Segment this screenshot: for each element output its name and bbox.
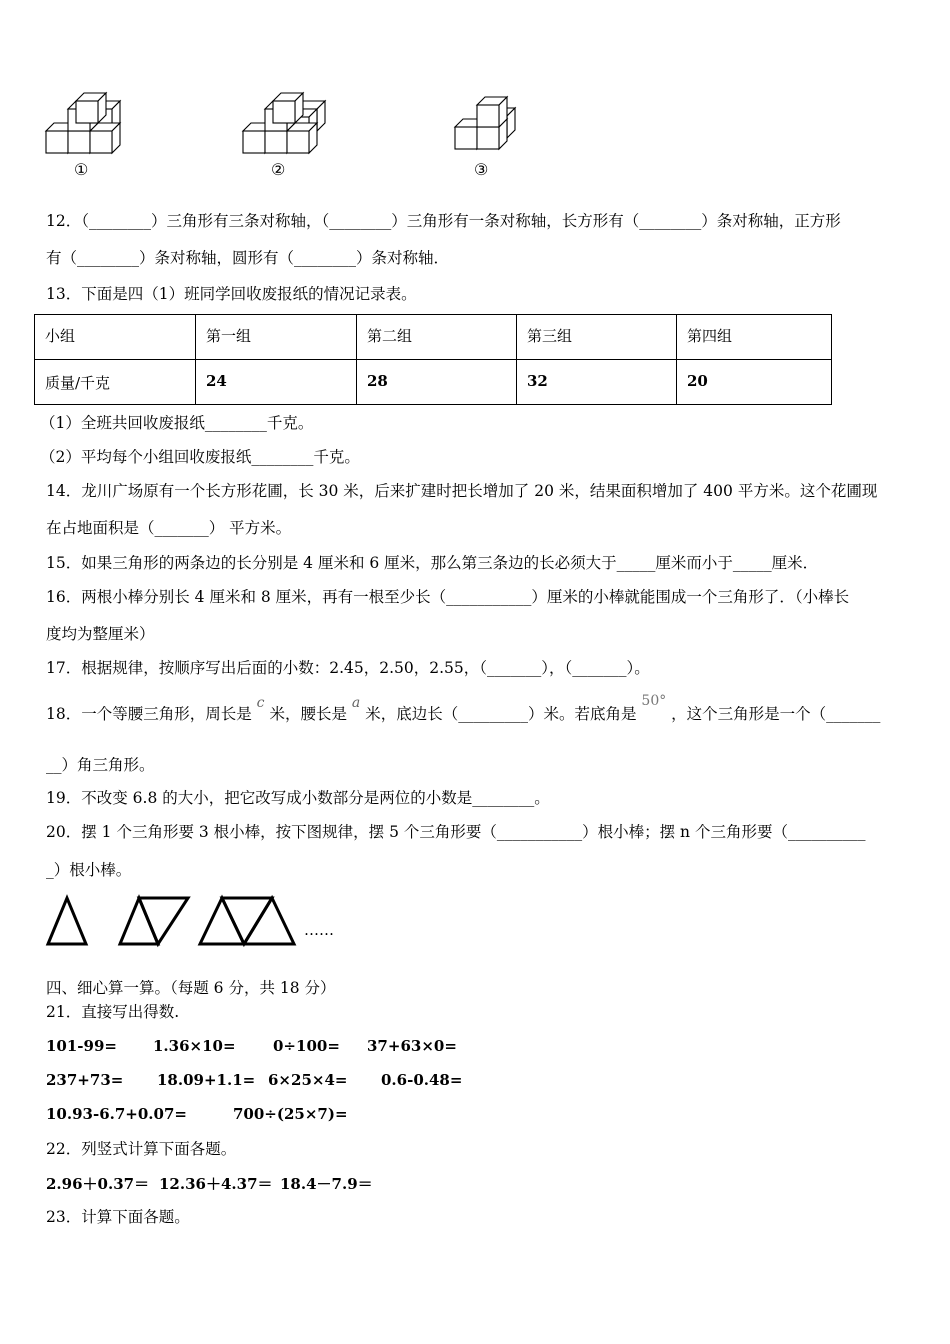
calc-item: 37+63×0= (367, 1037, 457, 1055)
calc-item: 1.36×10= (153, 1037, 236, 1055)
question-22-title: 22．列竖式计算下面各题。 (46, 1140, 237, 1158)
calc-item: 6×25×4= (268, 1071, 348, 1089)
variable-a: a (351, 695, 361, 711)
question-13-sub-1: （1）全班共回收废报纸________千克。 (40, 414, 314, 432)
figure-label-2: ② (271, 160, 286, 179)
question-20-line-1: 20．摆 1 个三角形要 3 根小棒，按下图规律，摆 5 个三角形要（___________）根小棒；摆 n 个三角形要（__________ (46, 823, 866, 841)
question-14-line-2: 在占地面积是（_______） 平方米。 (46, 519, 292, 537)
question-12-line-1: 12．（________）三角形有三条对称轴，（________）三角形有一条对称轴，长方形有（________）条对称轴，正方形 (46, 212, 841, 230)
question-15: 15．如果三角形的两条边的长分别是 4 厘米和 6 厘米，那么第三条边的长必须大于_____厘米而小于_____厘米． (46, 554, 819, 572)
cube-figure-3 (455, 97, 515, 149)
vertical-calc-item: 12.36＋4.37＝ (159, 1175, 273, 1193)
table-header-cell: 第三组 (527, 327, 573, 345)
calc-item: 0÷100= (273, 1037, 340, 1055)
question-16-line-1: 16．两根小棒分别长 4 厘米和 8 厘米，再有一根至少长（___________）厘米的小棒就能围成一个三角形了．（小棒长 (46, 588, 850, 606)
question-18-line-1 (46, 693, 881, 725)
table-header-cell: 第二组 (367, 327, 413, 345)
triangle-3 (200, 898, 294, 944)
vertical-calc-item: 18.4－7.9＝ (280, 1175, 373, 1193)
triangle-pattern-figure (40, 890, 310, 950)
question-13-title: 13．下面是四（1）班同学回收废报纸的情况记录表。 (46, 285, 417, 303)
angle-value: 50° (641, 693, 667, 709)
table-cell: 32 (527, 372, 548, 390)
cube-figure-1 (46, 93, 120, 153)
figure-label-3: ③ (474, 160, 489, 179)
recycling-table (34, 314, 832, 405)
calc-item: 700÷(25×7)= (233, 1105, 348, 1123)
question-12-line-2: 有（________）条对称轴，圆形有（________）条对称轴． (46, 249, 450, 267)
table-header-cell: 第四组 (687, 327, 733, 345)
table-cell: 20 (687, 372, 708, 390)
cube-figure-2 (243, 93, 325, 153)
calc-item: 18.09+1.1= (157, 1071, 256, 1089)
question-20-line-2: _）根小棒。 (46, 861, 132, 879)
cube-figures (0, 90, 600, 165)
question-18-part-2: 米，腰长是 (269, 705, 347, 723)
variable-c: c (256, 695, 265, 711)
section-4-heading: 四、细心算一算。（每题 6 分，共 18 分） (46, 979, 336, 997)
question-18-part-1: 18．一个等腰三角形，周长是 (46, 705, 252, 723)
table-cell: 24 (206, 372, 227, 390)
vertical-calc-item: 2.96＋0.37＝ (46, 1175, 150, 1193)
calc-item: 0.6-0.48= (381, 1071, 463, 1089)
question-13-sub-2: （2）平均每个小组回收废报纸________千克。 (40, 448, 360, 466)
question-17: 17．根据规律，按顺序写出后面的小数：2.45，2.50，2.55，（_______），（_______）。 (46, 659, 650, 677)
question-16-line-2: 度均为整厘米） (46, 625, 155, 643)
table-cell: 28 (367, 372, 388, 390)
question-14-line-1: 14．龙川广场原有一个长方形花圃，长 30 米，后来扩建时把长增加了 20 米，结果面积增加了 400 平方米。这个花圃现 (46, 482, 878, 500)
table-header-cell: 第一组 (206, 327, 252, 345)
figure-label-1: ① (74, 160, 89, 179)
question-21-title: 21．直接写出得数. (46, 1003, 180, 1021)
triangle-1 (48, 898, 86, 944)
table-header-cell: 小组 (45, 327, 76, 345)
question-18-part-3: 米，底边长（_________）米。若底角是 (365, 705, 637, 723)
calc-item: 10.93-6.7+0.07= (46, 1105, 187, 1123)
table-row-label: 质量/千克 (45, 374, 111, 392)
triangle-2 (120, 898, 188, 944)
question-19: 19．不改变 6.8 的大小，把它改写成小数部分是两位的小数是________。 (46, 789, 550, 807)
table-row (35, 360, 832, 405)
question-18-part-4: ，这个三角形是一个（_______ (671, 705, 881, 723)
calc-item: 101-99= (46, 1037, 117, 1055)
table-header-row (35, 315, 832, 360)
question-23-title: 23．计算下面各题。 (46, 1208, 190, 1226)
calc-item: 237+73= (46, 1071, 124, 1089)
ellipsis: …… (304, 921, 334, 939)
question-18-line-2: __）角三角形。 (46, 756, 155, 774)
